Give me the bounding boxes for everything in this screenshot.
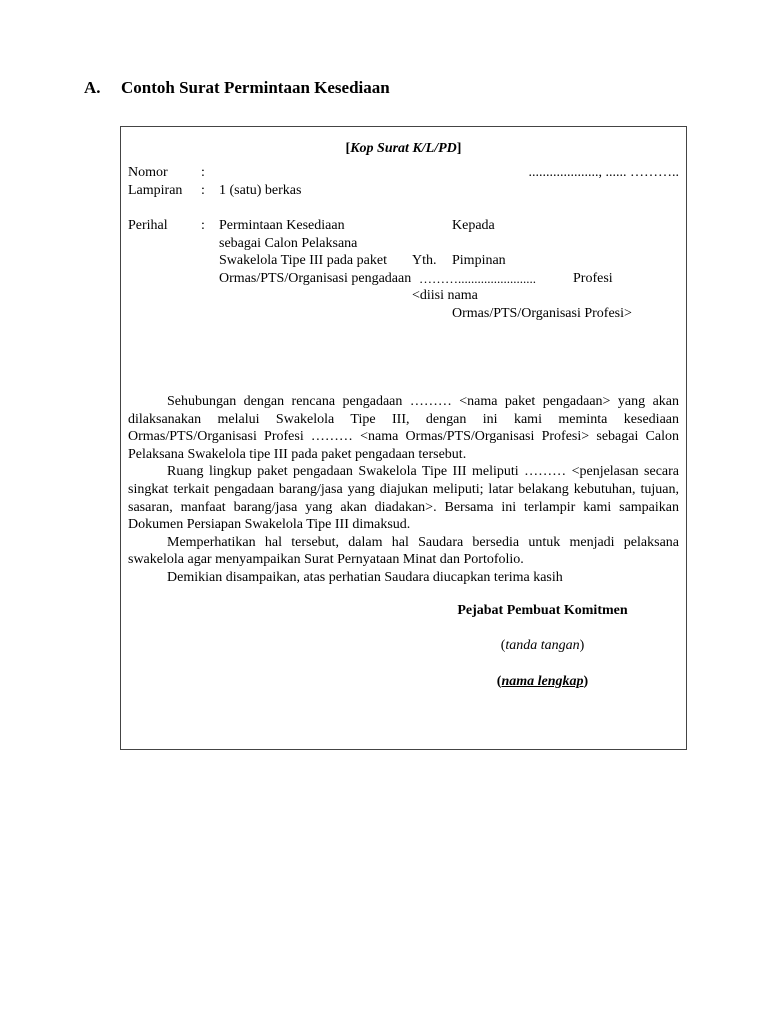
nomor-colon: : bbox=[201, 165, 205, 180]
body-paragraph: Sehubungan dengan rencana pengadaan ……… <nama paket pengadaan> yang akan dilaksanakan melalui Swakelola Tipe III, dengan ini kami meminta kesediaan Ormas/PTS/Organisasi Profesi ……… <nama Ormas/PTS/Organisasi Profesi> sebagai Calon Pelaksana Swakelola tipe III pada paket pengadaan tersebut. bbox=[128, 394, 679, 462]
perihal-line: Ormas/PTS/Organisasi pengadaan bbox=[219, 271, 412, 286]
recipient-profesi: Profesi bbox=[573, 271, 613, 286]
recipient-dots: ………........................ bbox=[419, 271, 536, 286]
letter-frame bbox=[120, 126, 687, 750]
signatory-name-placeholder bbox=[446, 674, 639, 690]
recipient-diisi: <diisi nama bbox=[412, 288, 478, 303]
name-text: nama lengkap bbox=[501, 674, 584, 689]
body-paragraph: Demikian disampaikan, atas perhatian Saudara diucapkan terima kasih bbox=[167, 569, 563, 585]
name-paren-close: ) bbox=[583, 674, 589, 689]
lampiran-label: Lampiran bbox=[128, 183, 183, 198]
lampiran-colon: : bbox=[201, 183, 205, 198]
body-paragraph: Ruang lingkup paket pengadaan Swakelola Tipe III meliputi ……… <penjelasan secara singkat terkait pengadaan barang/jasa yang diajukan meliputi; latar belakang kebutuhan, tujuan, sasaran, manfaat barang/jasa yang akan diadakan>. Bersama ini terlampir kami sampaikan Dokumen Persiapan Swakelola Tipe III dimaksud. bbox=[128, 464, 679, 533]
name-paren-open: ( bbox=[496, 674, 502, 689]
date-placeholder: ...................., ...... ……….. bbox=[528, 165, 679, 180]
nomor-label: Nomor bbox=[128, 165, 168, 180]
recipient-kepada: Kepada bbox=[452, 218, 495, 233]
recipient-yth: Yth. bbox=[412, 253, 437, 268]
perihal-line: Swakelola Tipe III pada paket bbox=[219, 253, 387, 268]
ttd-paren-close: ) bbox=[579, 638, 585, 653]
perihal-line: Permintaan Kesediaan bbox=[219, 218, 345, 233]
ttd-paren-open: ( bbox=[500, 638, 506, 653]
recipient-pimpinan: Pimpinan bbox=[452, 253, 506, 268]
recipient-ormas: Ormas/PTS/Organisasi Profesi> bbox=[452, 306, 632, 321]
body-paragraph: Memperhatikan hal tersebut, dalam hal Saudara bersedia untuk menjadi pelaksana swakelola agar menyampaikan Surat Pernyataan Minat dan Portofolio. bbox=[128, 534, 679, 568]
kop-bracket-open: [ bbox=[345, 141, 351, 156]
signature-placeholder bbox=[446, 638, 639, 654]
signatory-position: Pejabat Pembuat Komitmen bbox=[457, 603, 628, 618]
section-number: A. bbox=[84, 78, 101, 97]
lampiran-value: 1 (satu) berkas bbox=[219, 183, 302, 198]
perihal-colon: : bbox=[201, 218, 205, 233]
section-heading bbox=[84, 78, 390, 98]
letter-body bbox=[128, 393, 679, 587]
perihal-label: Perihal bbox=[128, 218, 168, 233]
kop-text: Kop Surat K/L/PD bbox=[350, 141, 457, 156]
ttd-text: tanda tangan bbox=[505, 638, 580, 653]
section-title: Contoh Surat Permintaan Kesediaan bbox=[121, 78, 390, 97]
kop-bracket-close: ] bbox=[456, 141, 462, 156]
perihal-line: sebagai Calon Pelaksana bbox=[219, 236, 358, 251]
letterhead-placeholder bbox=[121, 141, 686, 157]
